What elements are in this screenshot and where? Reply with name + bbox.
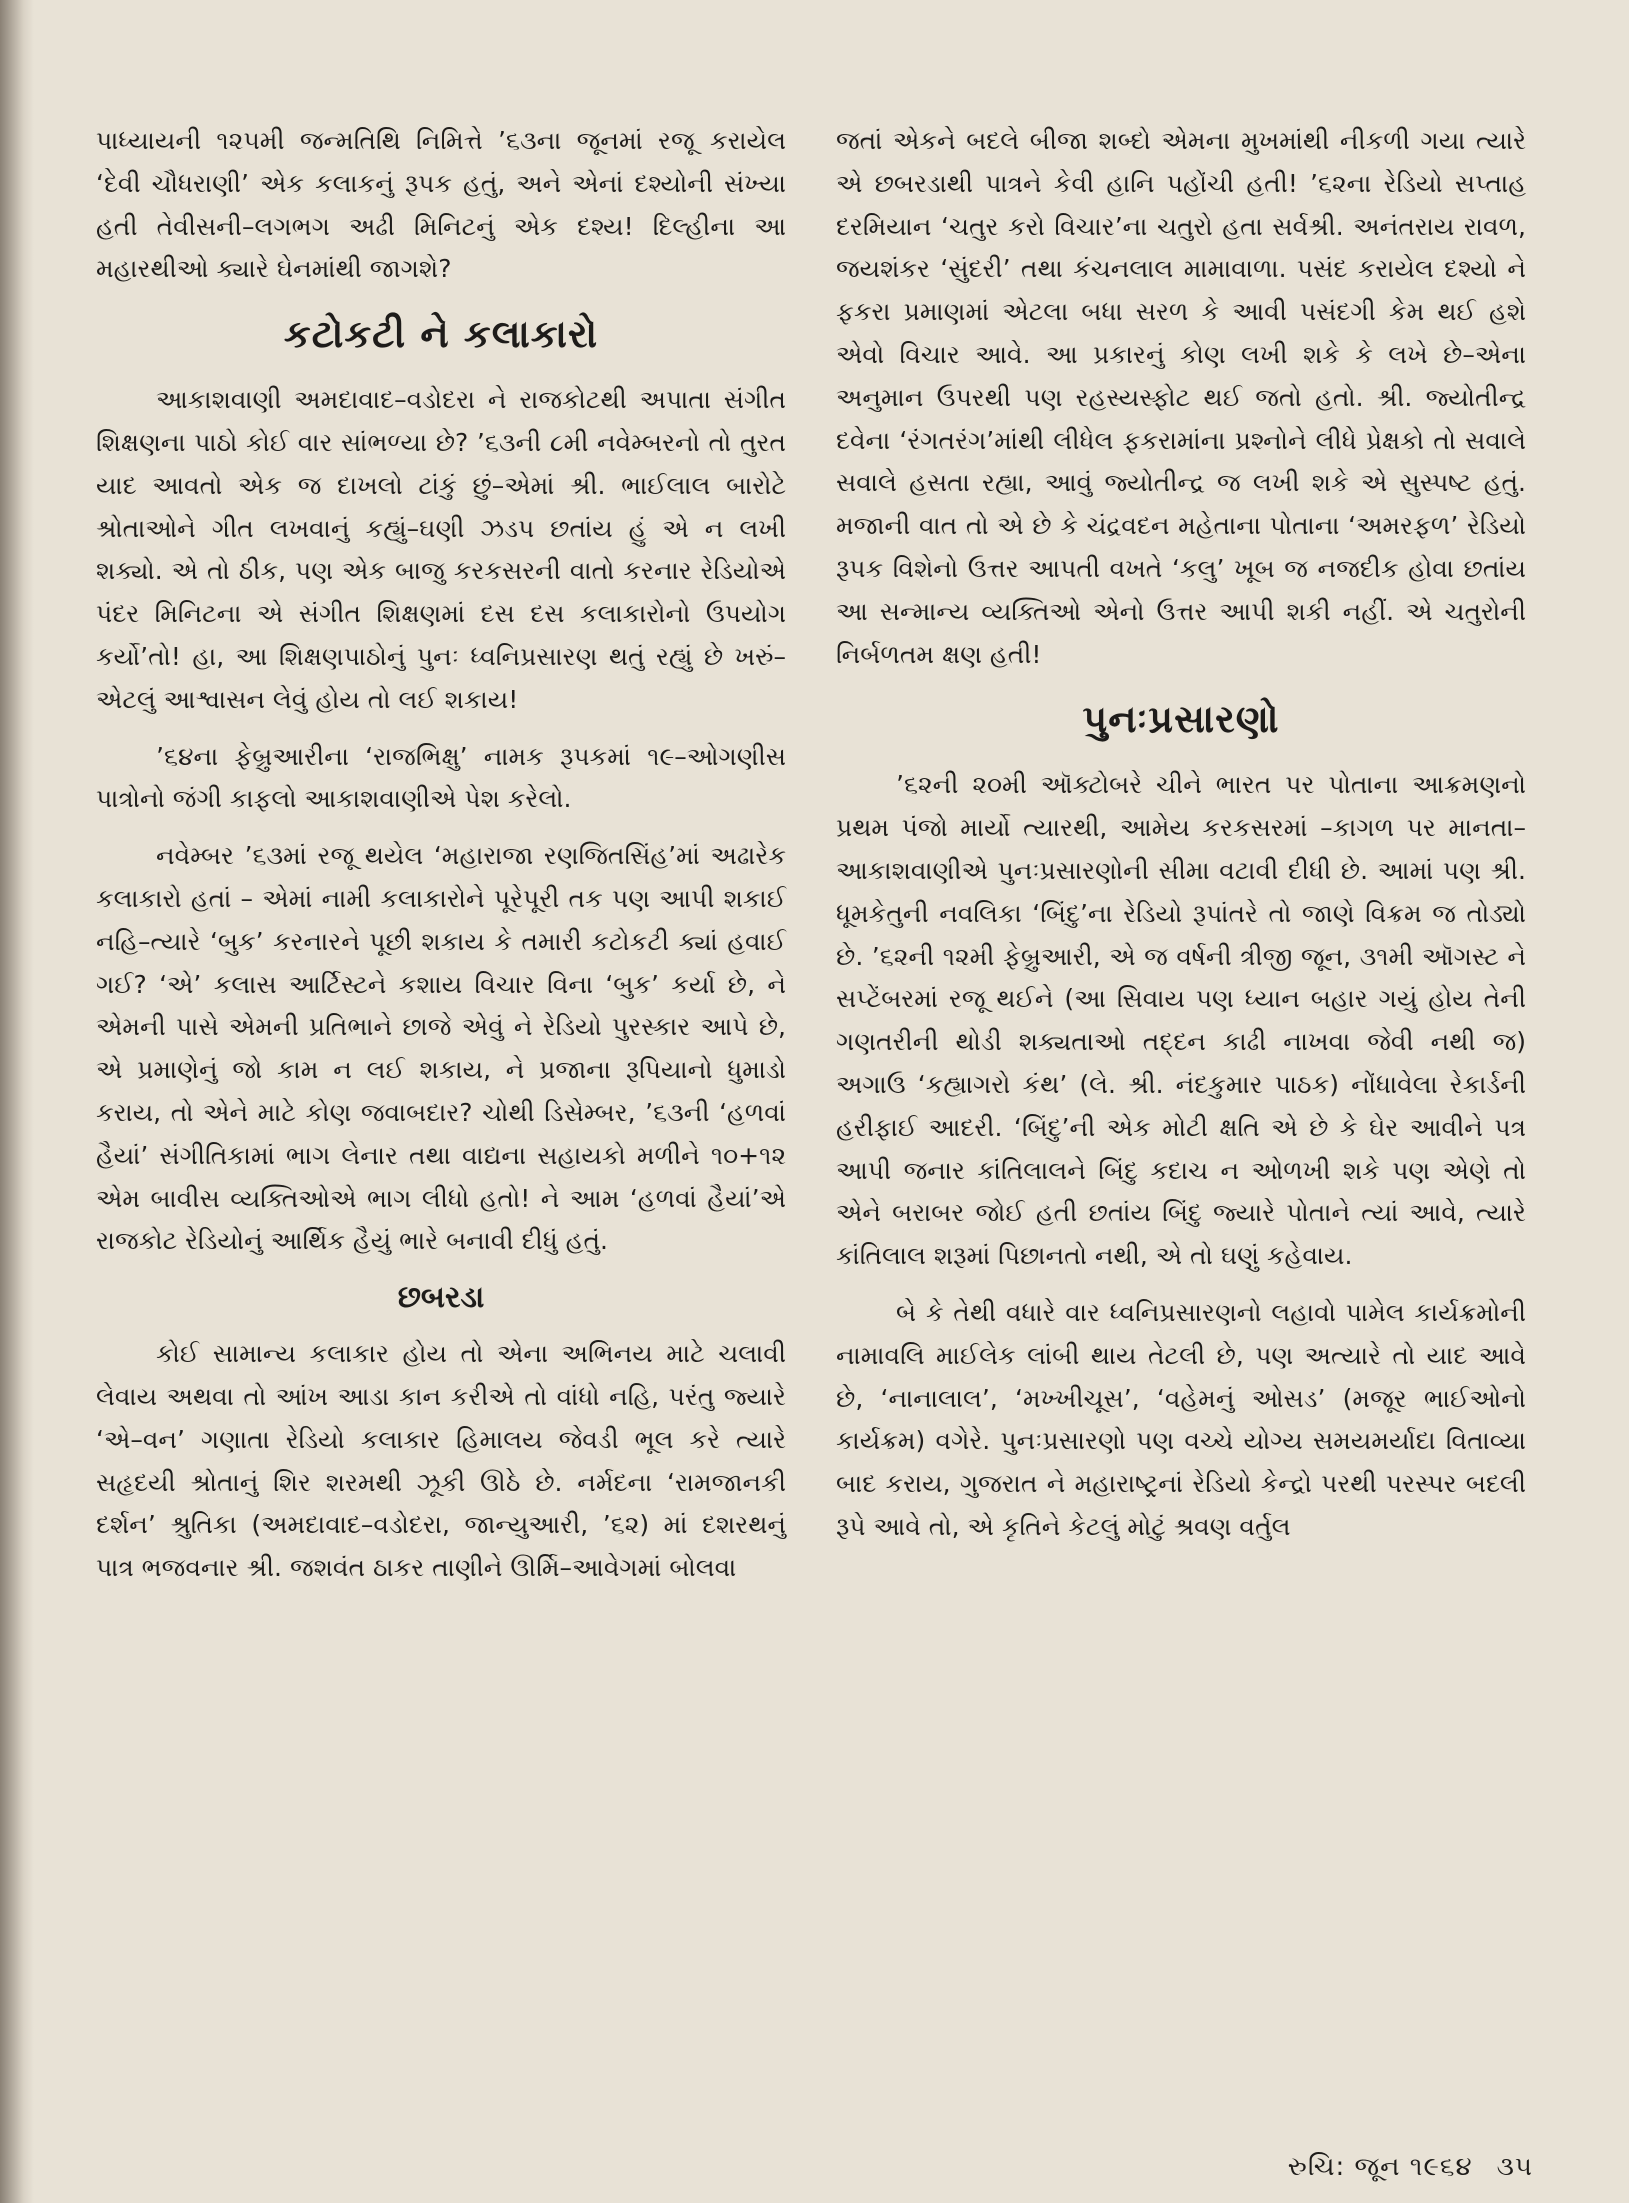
section-heading: છબરડા [397,1280,485,1316]
paragraph: ’૬૨ની ૨૦મી ઑક્ટોબરે ચીને ભારત પર પોતાના આક્રમણનો પ્રથમ પંજો માર્યો ત્યારથી, આમેય કરકસરમાં –કાગળ પર માનતા–આકાશવાણીએ પુનઃપ્રસારણોની સીમા વટાવી દીધી છે. આમાં પણ શ્રી. ધૂમકેતુની નવલિકા ‘બિંદુ’ના રેડિયો રૂપાંતરે તો જાણે વિક્રમ જ તોડ્યો છે. ’૬૨ની ૧૨મી ફેબ્રુઆરી, એ જ વર્ષની ત્રીજી જૂન, ૩૧મી ઑગસ્ટ ને સપ્ટેંબરમાં રજૂ થઈને (આ સિવાય પણ ધ્યાન બહાર ગયું હોય તેની ગણતરીની થોડી શક્યતાઓ તદ્દન કાઢી નાખવા જેવી નથી જ) અગાઉ ‘કહ્યાગરો કંથ’ (લે. શ્રી. નંદકુમાર પાઠક) નોંધાવેલા રેકાર્ડની હરીફાઈ આદરી. ‘બિંદુ’ની એક મોટી ક્ષતિ એ છે કે ઘેર આવીને પત્ર આપી જનાર કાંતિલાલને બિંદુ કદાચ ન ઓળખી શકે પણ એણે તો એને બરાબર જોઈ હતી છતાંય બિંદુ જ્યારે પોતાને ત્યાં આવે, ત્યારે કાંતિલાલ શરૂમાં પિછાનતો નથી, એ તો ઘણું કહેવાય. [836,770,1526,1271]
paragraph: ’૬૪ના ફેબ્રુઆરીના ‘રાજભિક્ષુ’ નામક રૂપકમાં ૧૯–ઓગણીસ પાત્રોનો જંગી કાફલો આકાશવાણીએ પેશ કરેલો. [96,741,786,814]
right-column [836,120,1526,1563]
page-number: ૩૫ [1496,2152,1533,2182]
paragraph: આકાશવાણી અમદાવાદ–વડોદરા ને રાજકોટથી અપાતા સંગીત શિક્ષણના પાઠો કોઈ વાર સાંભળ્યા છે? ’૬૩ની ૮મી નવેમ્બરનો તો તુરત યાદ આવતો એક જ દાખલો ટાંકું છું–એમાં શ્રી. ભાઈલાલ બારોટે શ્રોતાઓને ગીત લખવાનું કહ્યું–ઘણી ઝડપ છતાંય હું એ ન લખી શક્યો. એ તો ઠીક, પણ એક બાજુ કરકસરની વાતો કરનાર રેડિયોએ પંદર મિનિટના એ સંગીત શિક્ષણમાં દસ દસ કલાકારોનો ઉપયોગ કર્યો’તો! હા, આ શિક્ષણપાઠોનું પુનઃ ધ્વનિપ્રસારણ થતું રહ્યું છે ખરું– એટલું આશ્વાસન લેવું હોય તો લઈ શકાય! [96,385,786,714]
paragraph: પાધ્યાયની ૧૨૫મી જન્મતિથિ નિમિત્તે ’૬૩ના જૂનમાં રજૂ કરાયેલ ‘દેવી ચૌધરાણી’ એક કલાકનું રૂપક હતું, અને એનાં દશ્યોની સંખ્યા હતી તેવીસની–લગભગ અઢી મિનિટનું એક દશ્ય! દિલ્હીના આ મહારથીઓ ક્યારે ઘેનમાંથી જાગશે? [96,126,786,284]
paragraph: બે કે તેથી વધારે વાર ધ્વનિપ્રસારણનો લહાવો પામેલ કાર્યક્રમોની નામાવલિ માઈલેક લાંબી થાય તેટલી છે, પણ અત્યારે તો યાદ આવે છે, ‘નાનાલાલ’, ‘મખ્ખીચૂસ’, ‘વહેમનું ઓસડ’ (મજૂર ભાઈઓનો કાર્યક્રમ) વગેરે. પુનઃપ્રસારણો પણ વચ્ચે યોગ્ય સમયમર્યાદા વિતાવ્યા બાદ કરાય, ગુજરાત ને મહારાષ્ટ્રનાં રેડિયો કેન્દ્રો પરથી પરસ્પર બદલી રૂપે આવે તો, એ કૃતિને કેટલું મોટું શ્રવણ વર્તુલ [836,1297,1526,1541]
section-heading: પુનઃપ્રસારણો [1082,697,1280,742]
journal-issue: રુચિ: જૂન ૧૯૬૪ [1287,2152,1473,2182]
section-heading: કટોકટી ને કલાકારો [283,312,599,357]
paragraph: નવેમ્બર ’૬૩માં રજૂ થયેલ ‘મહારાજા રણજિતસિંહ’માં અઢારેક કલાકારો હતાં – એમાં નામી કલાકારોને પૂરેપૂરી તક પણ આપી શકાઈ નહિ–ત્યારે ‘બુક’ કરનારને પૂછી શકાય કે તમારી કટોકટી ક્યાં હવાઈ ગઈ? ‘એ’ કલાસ આર્ટિસ્ટને કશાય વિચાર વિના ‘બુક’ કર્યા છે, ને એમની પાસે એમની પ્રતિભાને છાજે એવું ને રેડિયો પુરસ્કાર આપે છે, એ પ્રમાણેનું જો કામ ન લઈ શકાય, ને પ્રજાના રૂપિયાનો ધુમાડો કરાય, તો એને માટે કોણ જવાબદાર? ચોથી ડિસેમ્બર, ’૬૩ની ‘હળવાં હૈયાં’ સંગીતિકામાં ભાગ લેનાર તથા વાદ્યના સહાયકો મળીને ૧૦+૧૨ એમ બાવીસ વ્યક્તિઓએ ભાગ લીધો હતો! ને આમ ‘હળવાં હૈયાં’એ રાજકોટ રેડિયોનું આર્થિક હૈયું ભારે બનાવી દીધું હતું. [96,841,786,1256]
page-footer [1264,2152,1533,2183]
left-column [96,120,786,1604]
paragraph: જતાં એકને બદલે બીજા શબ્દો એમના મુખમાંથી નીકળી ગયા ત્યારે એ છબરડાથી પાત્રને કેવી હાનિ પહોંચી હતી! ’૬૨ના રેડિયો સપ્તાહ દરમિયાન ‘ચતુર કરો વિચાર’ના ચતુરો હતા સર્વશ્રી. અનંતરાય રાવળ, જયશંકર ‘સુંદરી’ તથા કંચનલાલ મામાવાળા. પસંદ કરાયેલ દશ્યો ને ફકરા પ્રમાણમાં એટલા બધા સરળ કે આવી પસંદગી કેમ થઈ હશે એવો વિચાર આવે. આ પ્રકારનું કોણ લખી શકે કે લખે છે–એના અનુમાન ઉપરથી પણ રહસ્યસ્ફોટ થઈ જતો હતો. શ્રી. જ્યોતીન્દ્ર દવેના ‘રંગતરંગ’માંથી લીધેલ ફકરામાંના પ્રશ્નોને લીધે પ્રેક્ષકો તો સવાલે સવાલે હસતા રહ્યા, આવું જ્યોતીન્દ્ર જ લખી શકે એ સુસ્પષ્ટ હતું. મજાની વાત તો એ છે કે ચંદ્રવદન મહેતાના પોતાના ‘અમરફળ’ રેડિયો રૂપક વિશેનો ઉત્તર આપતી વખતે ‘કલુ’ ખૂબ જ નજદીક હોવા છતાંય આ સન્માન્ય વ્યક્તિઓ એનો ઉત્તર આપી શકી નહીં. એ ચતુરોની નિર્બળતમ ક્ષણ હતી! [836,126,1526,669]
page-edge [0,0,34,2203]
paragraph: કોઈ સામાન્ય કલાકાર હોય તો એના અભિનય માટે ચલાવી લેવાય અથવા તો આંખ આડા કાન કરીએ તો વાંધો નહિ, પરંતુ જ્યારે ‘એ–વન’ ગણાતા રેડિયો કલાકાર હિમાલય જેવડી ભૂલ કરે ત્યારે સહૃદયી શ્રોતાનું શિર શરમથી ઝૂકી ઊઠે છે. નર્મદના ‘રામજાનકી દર્શન’ શ્રુતિકા (અમદાવાદ–વડોદરા, જાન્યુઆરી, ’૬૨) માં દશરથનું પાત્ર ભજવનાર શ્રી. જશવંત ઠાકર તાણીને ઊર્મિ–આવેગમાં બોલવા [96,1339,786,1583]
